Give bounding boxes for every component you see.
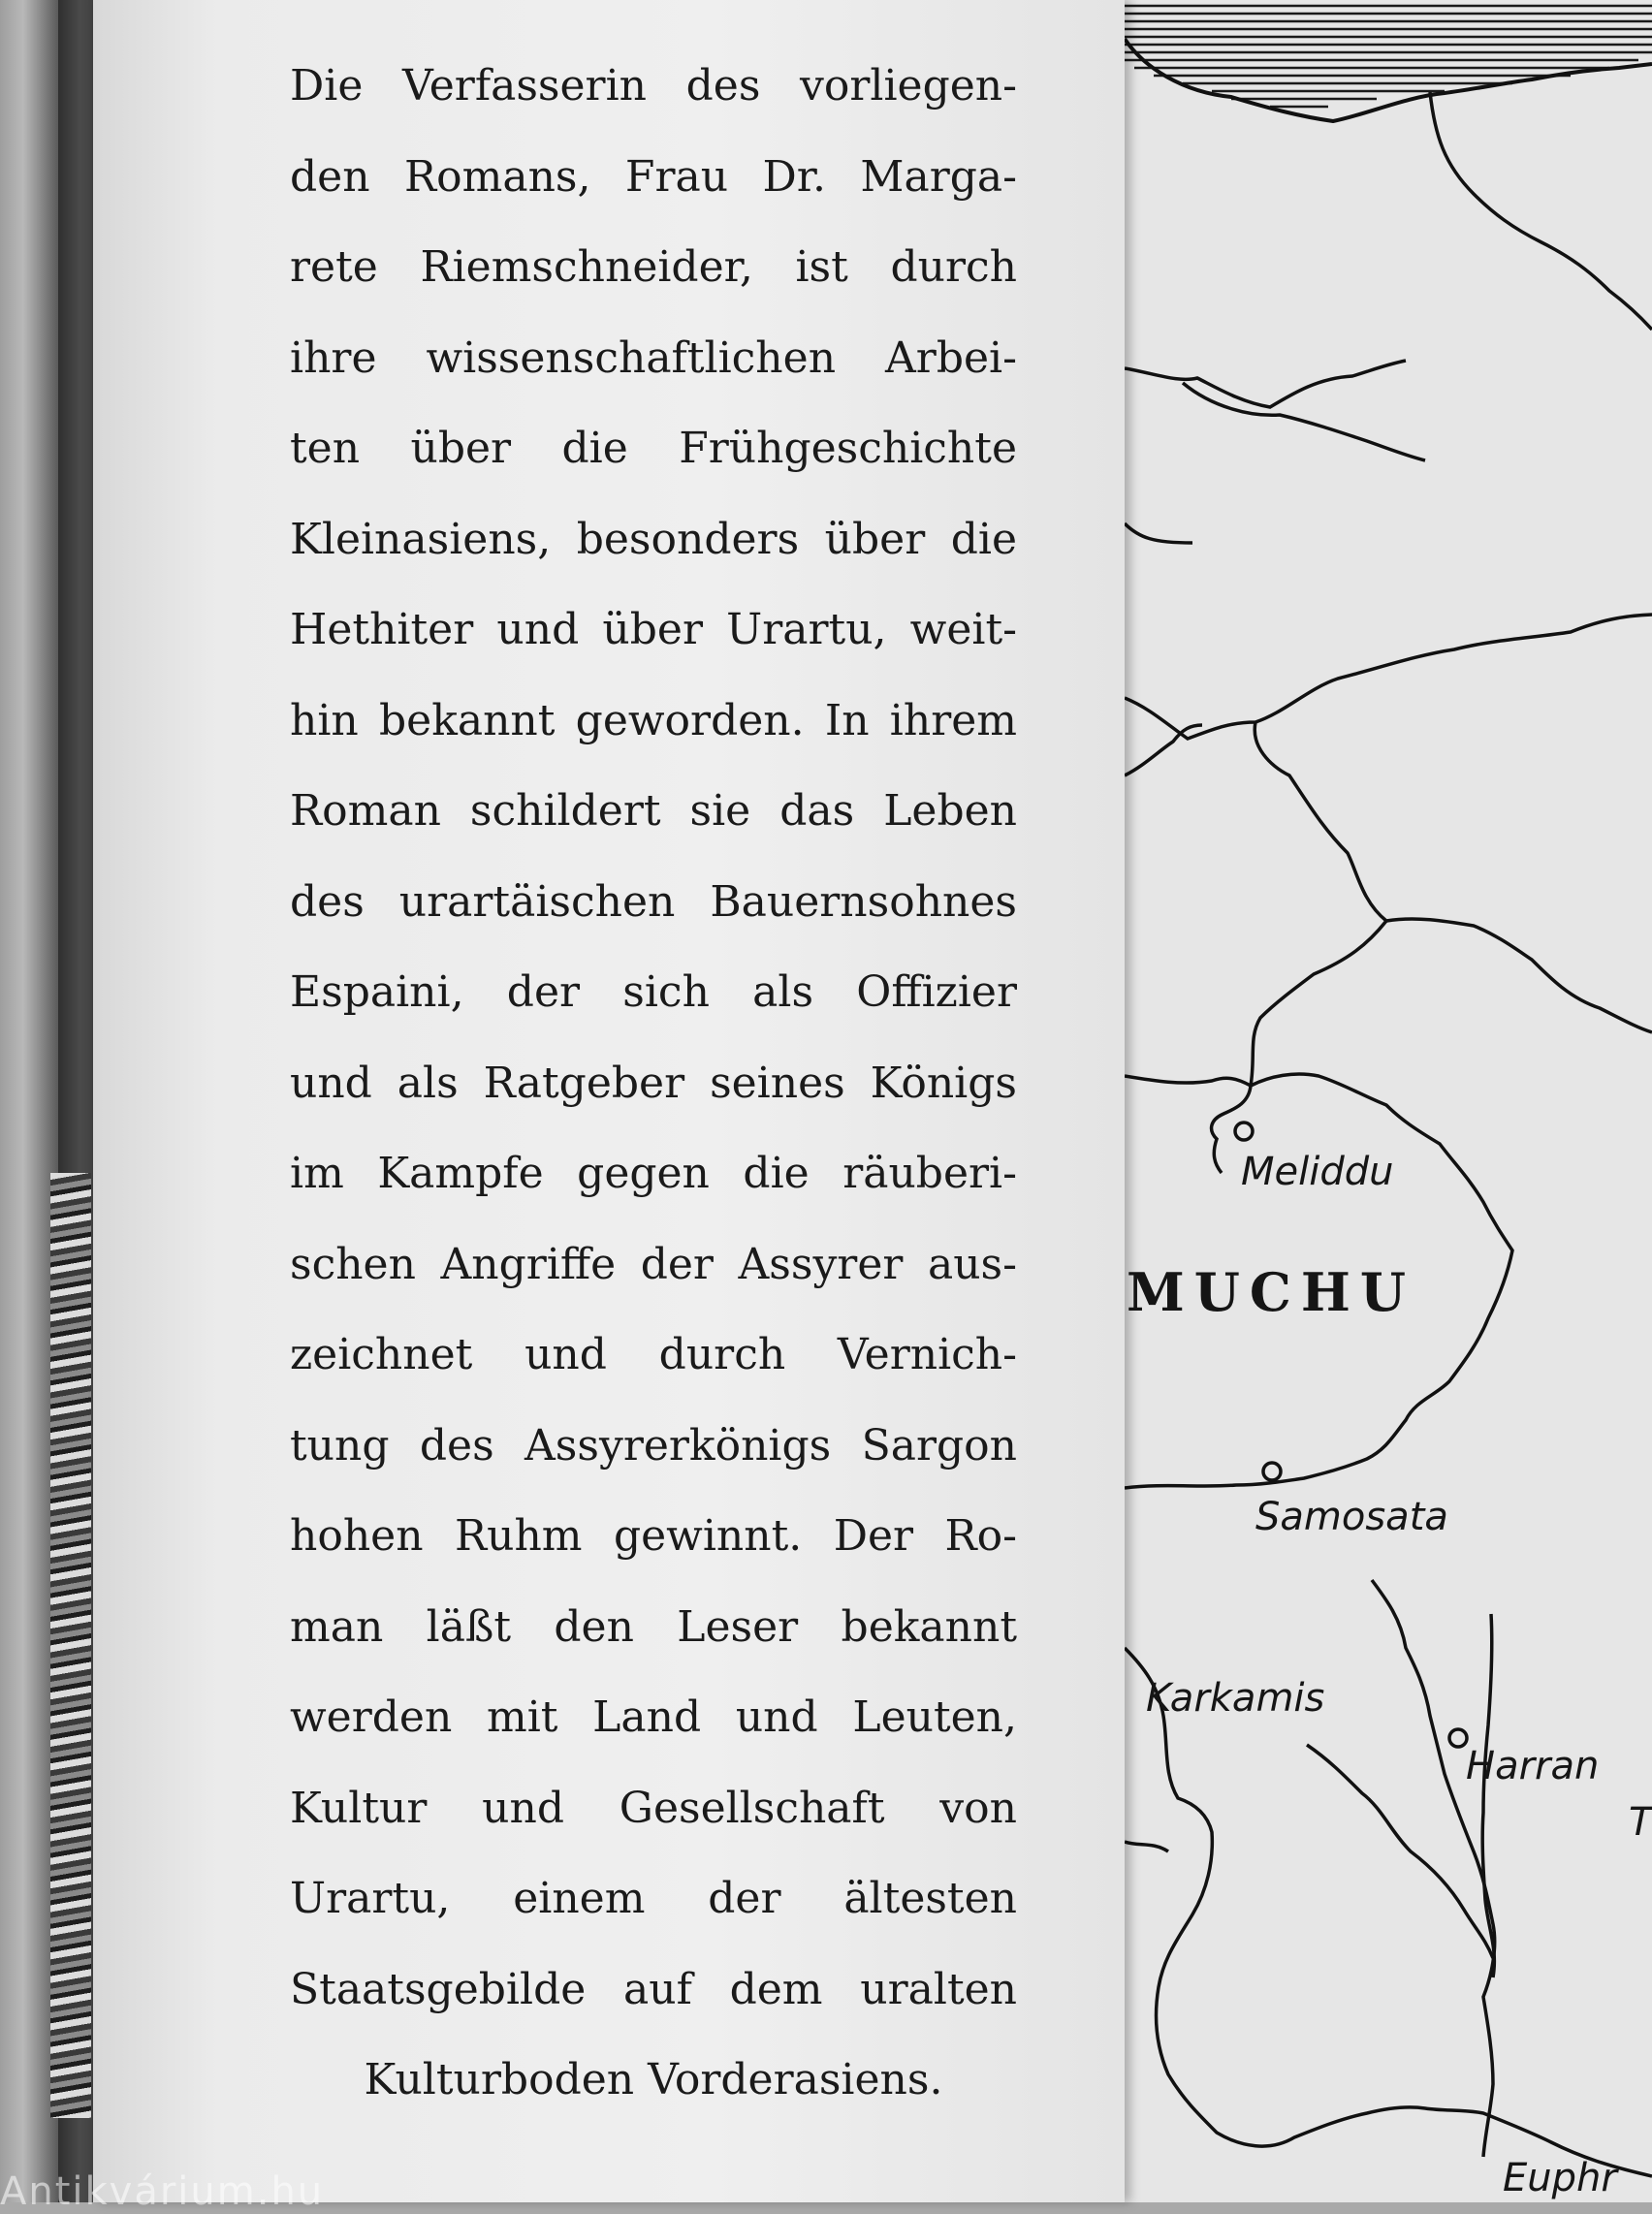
blurb-line: Staatsgebilde auf dem uralten bbox=[290, 1964, 1017, 2014]
map-drawing bbox=[1125, 0, 1652, 2202]
blurb-line: ten über die Frühgeschichte bbox=[290, 424, 1017, 473]
blurb-line: Kulturboden Vorderasiens. bbox=[364, 2055, 943, 2104]
map-panel bbox=[1125, 0, 1652, 2202]
blurb-line: Roman schildert sie das Leben bbox=[290, 786, 1017, 836]
blurb-line: schen Angriffe der Assyrer aus- bbox=[290, 1239, 1017, 1289]
blurb-line: man läßt den Leser bekannt bbox=[290, 1601, 1017, 1652]
book-spine bbox=[0, 0, 58, 2202]
city-marker-meliddu bbox=[1235, 1123, 1253, 1140]
river-label-euphrates: Euphr bbox=[1503, 2156, 1617, 2200]
blurb-line: hin bekannt geworden. In ihrem bbox=[290, 695, 1017, 745]
blurb-line: und als Ratgeber seines Königs bbox=[290, 1058, 1017, 1108]
city-label-samosata: Samosata bbox=[1255, 1495, 1448, 1539]
city-marker-samosata bbox=[1263, 1463, 1281, 1480]
blurb-line: den Romans, Frau Dr. Marga- bbox=[290, 151, 1017, 202]
blurb-line: ihre wissenschaftlichen Arbei- bbox=[290, 332, 1017, 383]
region-label: MUCHU bbox=[1127, 1261, 1415, 1323]
blurb-text bbox=[290, 41, 1017, 2126]
edge-label: T bbox=[1629, 1800, 1652, 1845]
blurb-line: Urartu, einem der ältesten bbox=[290, 1874, 1017, 1923]
city-marker-harran bbox=[1449, 1729, 1467, 1747]
blurb-line: Espaini, der sich als Offizier bbox=[290, 967, 1017, 1017]
rivers bbox=[1125, 92, 1652, 2176]
blurb-line: tung des Assyrerkönigs Sargon bbox=[290, 1420, 1017, 1471]
city-label-meliddu: Meliddu bbox=[1241, 1150, 1394, 1194]
watermark: Antikvárium.hu bbox=[0, 2169, 325, 2214]
city-label-karkamis: Karkamis bbox=[1146, 1676, 1325, 1721]
blurb-line: zeichnet und durch Vernich- bbox=[290, 1330, 1017, 1379]
dust-jacket-flap bbox=[93, 0, 1125, 2202]
city-label-harran: Harran bbox=[1466, 1744, 1600, 1788]
blurb-line: hohen Ruhm gewinnt. Der Ro- bbox=[290, 1511, 1017, 1561]
spine-pattern bbox=[50, 1173, 91, 2118]
blurb-line: im Kampfe gegen die räuberi- bbox=[290, 1149, 1017, 1198]
blurb-line: Die Verfasserin des vorliegen- bbox=[290, 61, 1017, 111]
blurb-line: des urartäischen Bauernsohnes bbox=[290, 876, 1017, 927]
blurb-line: Hethiter und über Urartu, weit- bbox=[290, 605, 1017, 654]
blurb-line: rete Riemschneider, ist durch bbox=[290, 242, 1017, 292]
blurb-line: werden mit Land und Leuten, bbox=[290, 1692, 1017, 1742]
blurb-line: Kultur und Gesellschaft von bbox=[290, 1783, 1017, 1833]
blurb-line: Kleinasiens, besonders über die bbox=[290, 514, 1017, 564]
